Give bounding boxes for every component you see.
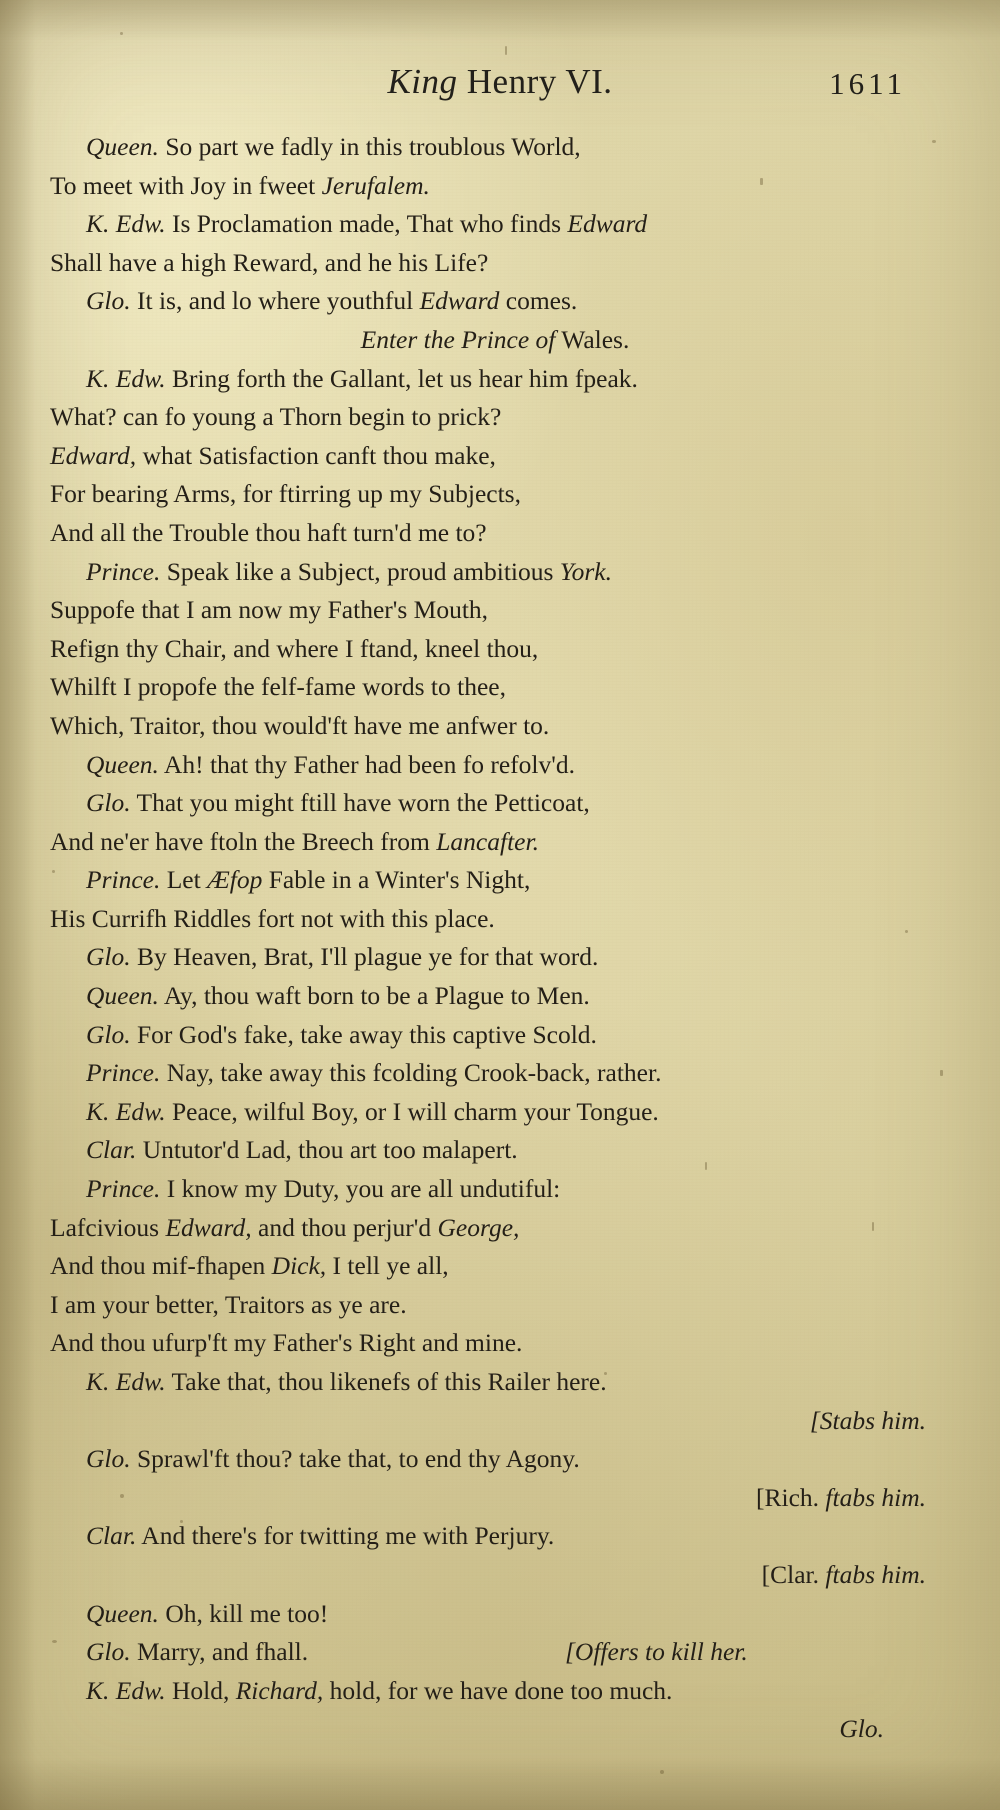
stage-direction-line: [Clar. ftabs him. bbox=[761, 1559, 926, 1589]
text-line: Clar. And there's for twitting me with Perjury. bbox=[86, 1521, 555, 1551]
text-line: Queen. Oh, kill me too! bbox=[86, 1598, 329, 1628]
text-line: And all the Trouble thou haft turn'd me to? bbox=[50, 517, 487, 547]
running-title bbox=[48, 62, 952, 102]
text-line: Prince. Let Æfop Fable in a Winter's Night, bbox=[86, 865, 531, 895]
text-line: I am your better, Traitors as ye are. bbox=[50, 1289, 407, 1319]
text-line: K. Edw. Hold, Richard, hold, for we have done too much. bbox=[86, 1675, 673, 1705]
text-line: Queen. Ay, thou waft born to be a Plague to Men. bbox=[86, 981, 590, 1011]
text-line: Prince. I know my Duty, you are all undutiful: bbox=[86, 1174, 561, 1204]
text-line: His Currifh Riddles fort not with this place. bbox=[50, 903, 495, 933]
text-line: Glo. It is, and lo where youthful Edward comes. bbox=[86, 286, 578, 316]
text-line: Queen. So part we fadly in this troublous World, bbox=[86, 132, 581, 161]
text-line: Refign thy Chair, and where I ftand, kneel thou, bbox=[50, 633, 539, 663]
text-line: K. Edw. Take that, thou likenefs of this Railer here. bbox=[86, 1367, 607, 1396]
stage-direction-line: [Stabs him. bbox=[809, 1405, 926, 1435]
text-line: And ne'er have ftoln the Breech from Lancafter. bbox=[50, 826, 539, 856]
text-line: K. Edw. Peace, wilful Boy, or I will charm your Tongue. bbox=[86, 1096, 659, 1126]
running-title-italic-part: King bbox=[387, 62, 458, 101]
text-line: Glo. For God's fake, take away this captive Scold. bbox=[86, 1019, 597, 1049]
text-line: Whilft I propofe the felf-fame words to thee, bbox=[50, 672, 506, 702]
text-line: Prince. Nay, take away this fcolding Crook-back, rather. bbox=[86, 1058, 662, 1088]
text-line: Suppofe that I am now my Father's Mouth, bbox=[50, 595, 489, 625]
running-title-rest: Henry VI. bbox=[466, 62, 613, 101]
text-line: Glo. That you might ftill have worn the Petticoat, bbox=[86, 788, 590, 818]
stage-direction-line: [Rich. ftabs him. bbox=[756, 1482, 926, 1512]
speech-text: Glo. Marry, and fhall. bbox=[86, 1637, 309, 1667]
text-line: Lafcivious Edward, and thou perjur'd George, bbox=[50, 1212, 520, 1242]
text-line: Glo. Sprawl'ft thou? take that, to end thy Agony. bbox=[86, 1444, 580, 1474]
text-line: And thou ufurp'ft my Father's Right and mine. bbox=[50, 1328, 523, 1358]
text-line: To meet with Joy in fweet Jerufalem. bbox=[50, 170, 430, 200]
play-text-block bbox=[50, 128, 940, 1749]
text-line: Which, Traitor, thou would'ft have me anfwer to. bbox=[50, 710, 550, 740]
text-line: And thou mif-fhapen Dick, I tell ye all, bbox=[50, 1251, 449, 1281]
inline-stage-direction: [Offers to kill her. bbox=[565, 1637, 748, 1667]
text-line: For bearing Arms, for ftirring up my Subjects, bbox=[50, 479, 521, 509]
text-line: Queen. Ah! that thy Father had been fo refolv'd. bbox=[86, 749, 575, 779]
text-line: Edward, what Satisfaction canft thou make, bbox=[50, 440, 496, 470]
text-line: K. Edw. Bring forth the Gallant, let us hear him fpeak. bbox=[86, 363, 638, 393]
text-line: K. Edw. Is Proclamation made, That who finds Edward bbox=[86, 209, 648, 239]
page-header bbox=[48, 62, 952, 108]
text-line bbox=[50, 1633, 940, 1672]
text-line: Clar. Untutor'd Lad, thou art too malapert. bbox=[86, 1135, 518, 1165]
text-line: Prince. Speak like a Subject, proud ambitious York. bbox=[86, 556, 613, 586]
text-line: Shall have a high Reward, and he his Life? bbox=[50, 247, 489, 277]
catchword: Glo. bbox=[839, 1714, 884, 1744]
text-line: What? can fo young a Thorn begin to prick? bbox=[50, 402, 502, 432]
stage-direction-line: Enter the Prince of Wales. bbox=[360, 324, 630, 354]
text-line: Glo. By Heaven, Brat, I'll plague ye for that word. bbox=[86, 942, 599, 972]
page-number: 1611 bbox=[829, 66, 906, 101]
